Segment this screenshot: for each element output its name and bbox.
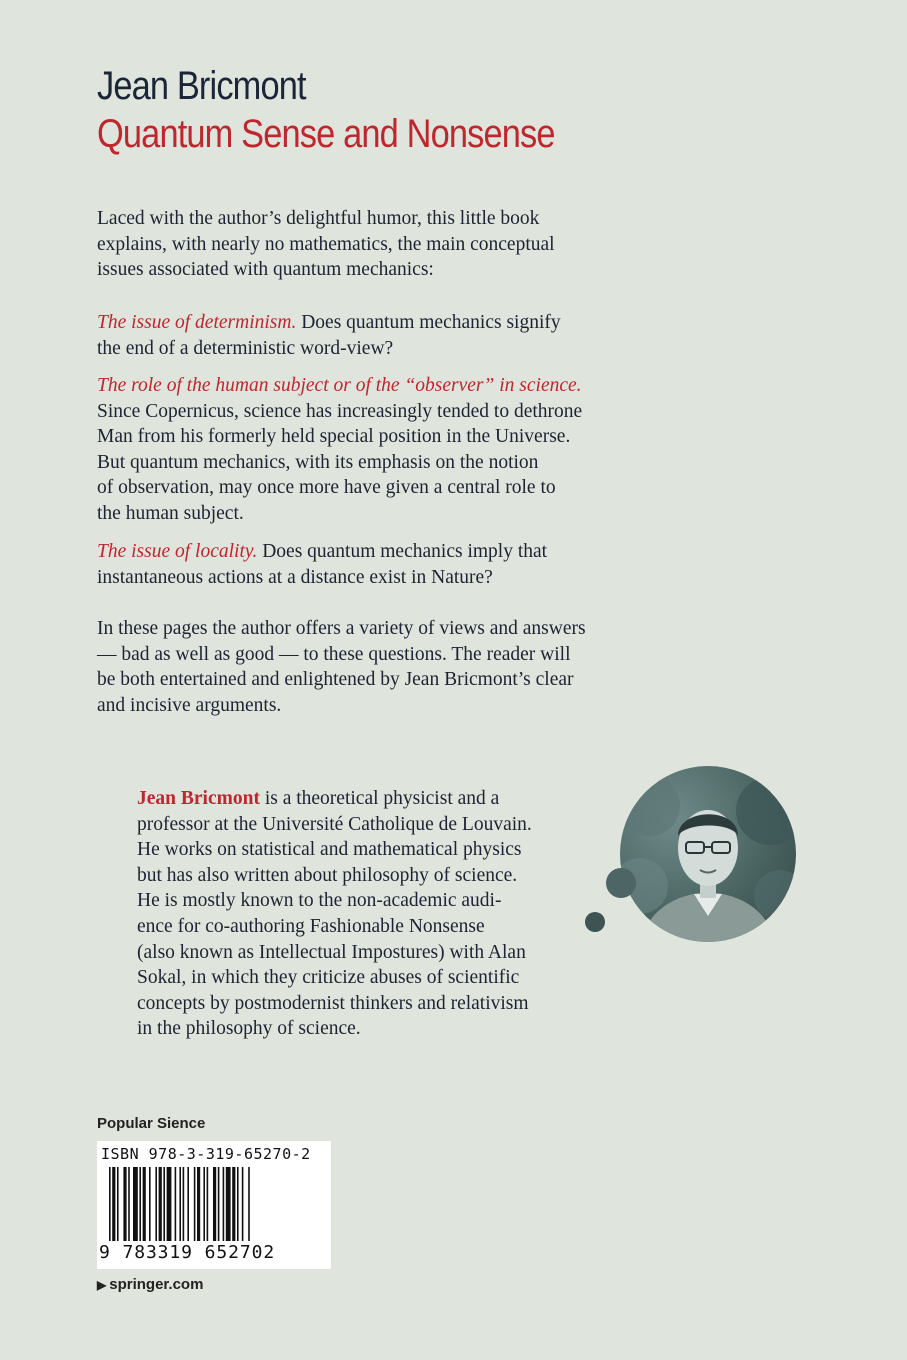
summary-line: and incisive arguments. bbox=[97, 694, 282, 716]
barcode-bar bbox=[197, 1167, 200, 1241]
barcode-bar bbox=[232, 1167, 235, 1241]
topic-heading: The issue of locality. bbox=[97, 541, 258, 562]
topic-text: Does quantum mechanics signify bbox=[296, 312, 561, 333]
barcode-bar bbox=[123, 1167, 126, 1241]
topic-observer bbox=[97, 373, 617, 527]
barcode-bar bbox=[117, 1167, 119, 1241]
bio-text: in the philosophy of science. bbox=[137, 1018, 361, 1040]
bio-author-name: Jean Bricmont bbox=[137, 788, 260, 809]
barcode-bar bbox=[139, 1167, 141, 1241]
barcode-bar bbox=[187, 1167, 189, 1241]
bio-text: ence for co-authoring Fashionable Nonsense bbox=[137, 915, 485, 937]
bio-text: is a theoretical physicist and a bbox=[259, 788, 500, 809]
topic-locality bbox=[97, 539, 617, 590]
thought-bubble-small bbox=[585, 912, 605, 932]
thought-bubble-medium bbox=[606, 868, 636, 898]
bio-text: concepts by postmodernist thinkers and relativism bbox=[137, 992, 529, 1014]
topic-text: instantaneous actions at a distance exist in Nature? bbox=[97, 566, 493, 588]
barcode-bar bbox=[203, 1167, 205, 1241]
barcode-bar bbox=[143, 1167, 146, 1241]
book-title: Quantum Sense and Nonsense bbox=[97, 112, 555, 156]
topic-text: of observation, may once more have given a central role to bbox=[97, 477, 556, 499]
barcode-bar bbox=[167, 1167, 172, 1241]
barcode-bar bbox=[218, 1167, 220, 1241]
author-bio bbox=[137, 786, 532, 1042]
barcode-bar bbox=[194, 1167, 196, 1241]
bio-text: but has also written about philosophy of science. bbox=[137, 864, 518, 886]
isbn-label: ISBN 978-3-319-65270-2 bbox=[101, 1145, 311, 1163]
barcode-bars bbox=[97, 1167, 331, 1241]
intro-line: explains, with nearly no mathematics, the main conceptual bbox=[97, 233, 555, 255]
barcode bbox=[97, 1141, 331, 1269]
barcode-bar bbox=[179, 1167, 181, 1241]
barcode-bar bbox=[109, 1167, 111, 1241]
category-label: Popular Sience bbox=[97, 1115, 206, 1132]
topic-heading: The issue of determinism. bbox=[97, 312, 297, 333]
bio-text: He is mostly known to the non-academic audi- bbox=[137, 890, 502, 912]
intro-paragraph bbox=[97, 206, 617, 283]
bio-text: professor at the Université Catholique de Louvain. bbox=[137, 813, 532, 835]
summary-paragraph bbox=[97, 616, 617, 718]
topic-text: Man from his formerly held special position in the Universe. bbox=[97, 426, 571, 448]
barcode-bar bbox=[149, 1167, 151, 1241]
barcode-bar bbox=[213, 1167, 216, 1241]
author-photo bbox=[620, 766, 796, 942]
barcode-bar bbox=[128, 1167, 130, 1241]
barcode-bar bbox=[223, 1167, 225, 1241]
arrow-right-icon: ▶ bbox=[97, 1278, 107, 1292]
barcode-bar bbox=[163, 1167, 165, 1241]
bio-text: Sokal, in which they criticize abuses of scientific bbox=[137, 967, 520, 989]
barcode-bar bbox=[112, 1167, 115, 1241]
barcode-bar bbox=[183, 1167, 185, 1241]
topic-text: Since Copernicus, science has increasingly tended to dethrone bbox=[97, 400, 583, 422]
topic-text: the end of a deterministic word-view? bbox=[97, 337, 394, 359]
barcode-bar bbox=[242, 1167, 244, 1241]
intro-line: Laced with the author’s delightful humor, this little book bbox=[97, 208, 540, 229]
barcode-bar bbox=[207, 1167, 209, 1241]
topic-text: Does quantum mechanics imply that bbox=[257, 541, 548, 562]
topic-text: But quantum mechanics, with its emphasis on the notion bbox=[97, 451, 539, 473]
intro-line: issues associated with quantum mechanics: bbox=[97, 259, 434, 281]
barcode-bar bbox=[159, 1167, 162, 1241]
website-label: springer.com bbox=[109, 1276, 204, 1293]
author-portrait-illustration bbox=[620, 766, 796, 942]
barcode-bar bbox=[248, 1167, 250, 1241]
topic-heading: The role of the human subject or of the “observer” in science. bbox=[97, 375, 582, 396]
topic-text: the human subject. bbox=[97, 502, 244, 524]
summary-line: — bad as well as good — to these questions. The reader will bbox=[97, 643, 571, 665]
barcode-digits: 9 783319 652702 bbox=[99, 1242, 276, 1263]
bio-text: (also known as Intellectual Impostures) with Alan bbox=[137, 941, 526, 963]
summary-line: In these pages the author offers a variety of views and answers bbox=[97, 618, 586, 639]
author-name: Jean Bricmont bbox=[97, 64, 306, 108]
barcode-bar bbox=[237, 1167, 239, 1241]
barcode-bar bbox=[175, 1167, 177, 1241]
topic-determinism bbox=[97, 310, 617, 361]
barcode-bar bbox=[226, 1167, 231, 1241]
bio-text: He works on statistical and mathematical physics bbox=[137, 839, 522, 861]
publisher-website[interactable] bbox=[97, 1276, 203, 1293]
summary-line: be both entertained and enlightened by Jean Bricmont’s clear bbox=[97, 669, 574, 691]
barcode-bar bbox=[155, 1167, 157, 1241]
barcode-bar bbox=[133, 1167, 138, 1241]
